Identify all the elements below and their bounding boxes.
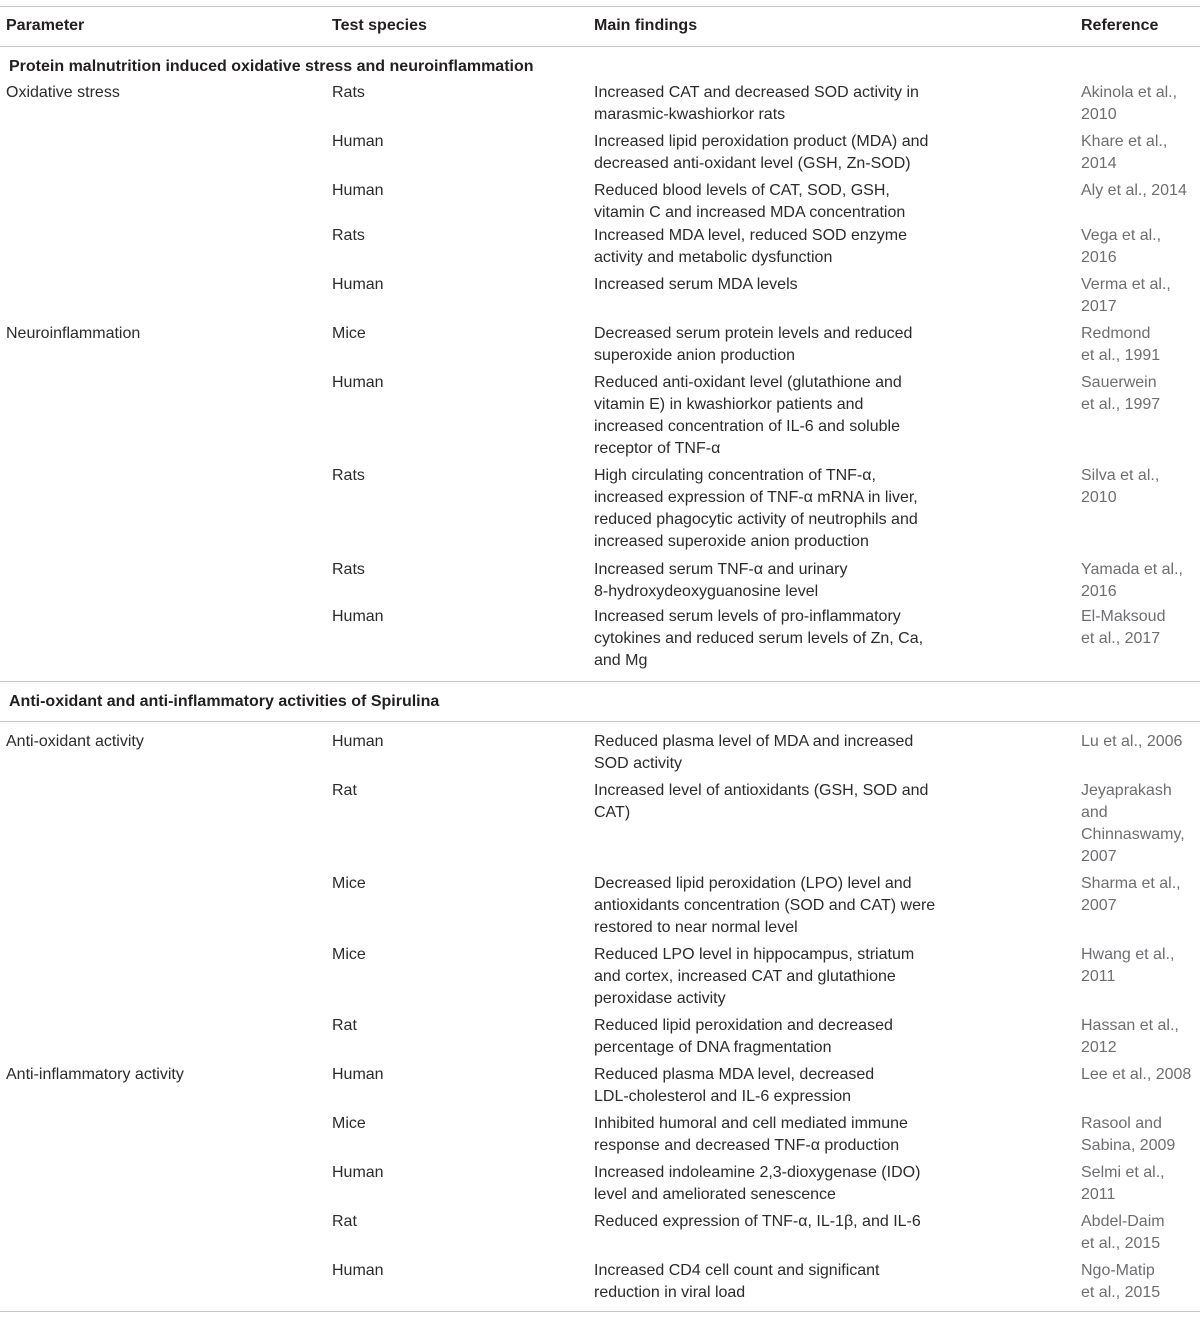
row-species: Human bbox=[332, 1164, 384, 1181]
row-reference: Lu et al., 2006 bbox=[1081, 733, 1183, 750]
section-rule bbox=[0, 681, 1200, 682]
row-species: Rats bbox=[332, 227, 365, 244]
header-reference: Reference bbox=[1081, 17, 1159, 34]
row-reference: Sauerwein et al., 1997 bbox=[1081, 374, 1161, 413]
row-findings: Reduced expression of TNF-α, IL-1β, and IL-6 bbox=[594, 1213, 921, 1230]
row-findings: Reduced anti-oxidant level (glutathione and vitamin E) in kwashiorkor patients and increased concentration of IL-6 and soluble receptor of TNF-α bbox=[594, 374, 902, 457]
row-species: Human bbox=[332, 1262, 384, 1279]
section-title-spirulina: Anti-oxidant and anti-inflammatory activities of Spirulina bbox=[9, 693, 440, 710]
row-findings: Inhibited humoral and cell mediated immune response and decreased TNF-α production bbox=[594, 1115, 908, 1154]
row-findings: Increased CD4 cell count and significant reduction in viral load bbox=[594, 1262, 880, 1301]
row-findings: Increased serum levels of pro-inflammatory cytokines and reduced serum levels of Zn, Ca, and Mg bbox=[594, 608, 924, 669]
row-species: Human bbox=[332, 1066, 384, 1083]
row-reference: Vega et al., 2016 bbox=[1081, 227, 1162, 266]
row-species: Human bbox=[332, 182, 384, 199]
row-reference: Khare et al., 2014 bbox=[1081, 133, 1168, 172]
row-reference: Jeyaprakash and Chinnaswamy, 2007 bbox=[1081, 782, 1185, 865]
header-test-species: Test species bbox=[332, 17, 427, 34]
row-species: Mice bbox=[332, 325, 366, 342]
row-reference: Sharma et al., 2007 bbox=[1081, 875, 1181, 914]
row-findings: Increased serum MDA levels bbox=[594, 276, 798, 293]
row-species: Human bbox=[332, 276, 384, 293]
row-reference: Lee et al., 2008 bbox=[1081, 1066, 1192, 1083]
row-species: Rat bbox=[332, 1017, 357, 1034]
row-findings: Increased MDA level, reduced SOD enzyme activity and metabolic dysfunction bbox=[594, 227, 908, 266]
row-reference: Selmi et al., 2011 bbox=[1081, 1164, 1165, 1203]
row-reference: Abdel-Daim et al., 2015 bbox=[1081, 1213, 1165, 1252]
header-parameter: Parameter bbox=[6, 17, 85, 34]
row-findings: Decreased serum protein levels and reduced superoxide anion production bbox=[594, 325, 913, 364]
section-rule bbox=[0, 721, 1200, 722]
row-reference: Yamada et al., 2016 bbox=[1081, 561, 1183, 600]
row-findings: Reduced LPO level in hippocampus, striatum and cortex, increased CAT and glutathione peroxidase activity bbox=[594, 946, 915, 1007]
header-main-findings: Main findings bbox=[594, 17, 698, 34]
row-species: Human bbox=[332, 374, 384, 391]
bottom-rule bbox=[0, 1311, 1200, 1312]
header-rule bbox=[0, 46, 1200, 47]
row-species: Human bbox=[332, 608, 384, 625]
row-findings: Increased indoleamine 2,3-dioxygenase (IDO) level and ameliorated senescence bbox=[594, 1164, 921, 1203]
row-reference: Akinola et al., 2010 bbox=[1081, 84, 1178, 123]
row-findings: High circulating concentration of TNF-α, increased expression of TNF-α mRNA in liver, reduced phagocytic activity of neutrophils and increased superoxide anion production bbox=[594, 467, 918, 550]
row-reference: Hwang et al., 2011 bbox=[1081, 946, 1175, 985]
row-species: Rat bbox=[332, 1213, 357, 1230]
row-reference: Aly et al., 2014 bbox=[1081, 182, 1187, 199]
row-reference: Redmond et al., 1991 bbox=[1081, 325, 1161, 364]
row-findings: Reduced plasma level of MDA and increased SOD activity bbox=[594, 733, 914, 772]
row-species: Mice bbox=[332, 875, 366, 892]
row-species: Rats bbox=[332, 467, 365, 484]
row-reference: Silva et al., 2010 bbox=[1081, 467, 1160, 506]
row-species: Rats bbox=[332, 84, 365, 101]
row-reference: Verma et al., 2017 bbox=[1081, 276, 1171, 315]
row-reference: El-Maksoud et al., 2017 bbox=[1081, 608, 1166, 647]
row-species: Mice bbox=[332, 946, 366, 963]
row-findings: Increased lipid peroxidation product (MDA) and decreased anti-oxidant level (GSH, Zn-SOD) bbox=[594, 133, 929, 172]
row-species: Human bbox=[332, 133, 384, 150]
row-findings: Decreased lipid peroxidation (LPO) level and antioxidants concentration (SOD and CAT) were restored to near normal level bbox=[594, 875, 936, 936]
row-species: Rat bbox=[332, 782, 357, 799]
top-rule bbox=[0, 6, 1200, 7]
row-parameter: Oxidative stress bbox=[6, 84, 120, 101]
row-reference: Hassan et al., 2012 bbox=[1081, 1017, 1179, 1056]
row-parameter: Neuroinflammation bbox=[6, 325, 141, 342]
row-findings: Reduced blood levels of CAT, SOD, GSH, vitamin C and increased MDA concentration bbox=[594, 182, 906, 221]
row-parameter: Anti-oxidant activity bbox=[6, 733, 144, 750]
row-findings: Increased level of antioxidants (GSH, SOD and CAT) bbox=[594, 782, 929, 821]
row-reference: Ngo-Matip et al., 2015 bbox=[1081, 1262, 1161, 1301]
row-reference: Rasool and Sabina, 2009 bbox=[1081, 1115, 1176, 1154]
row-findings: Increased serum TNF-α and urinary 8-hydroxydeoxyguanosine level bbox=[594, 561, 848, 600]
row-findings: Reduced lipid peroxidation and decreased percentage of DNA fragmentation bbox=[594, 1017, 893, 1056]
section-title-malnutrition: Protein malnutrition induced oxidative stress and neuroinflammation bbox=[9, 58, 534, 75]
row-findings: Increased CAT and decreased SOD activity in marasmic-kwashiorkor rats bbox=[594, 84, 919, 123]
row-species: Mice bbox=[332, 1115, 366, 1132]
row-species: Rats bbox=[332, 561, 365, 578]
row-parameter: Anti-inflammatory activity bbox=[6, 1066, 184, 1083]
row-findings: Reduced plasma MDA level, decreased LDL-cholesterol and IL-6 expression bbox=[594, 1066, 875, 1105]
row-species: Human bbox=[332, 733, 384, 750]
